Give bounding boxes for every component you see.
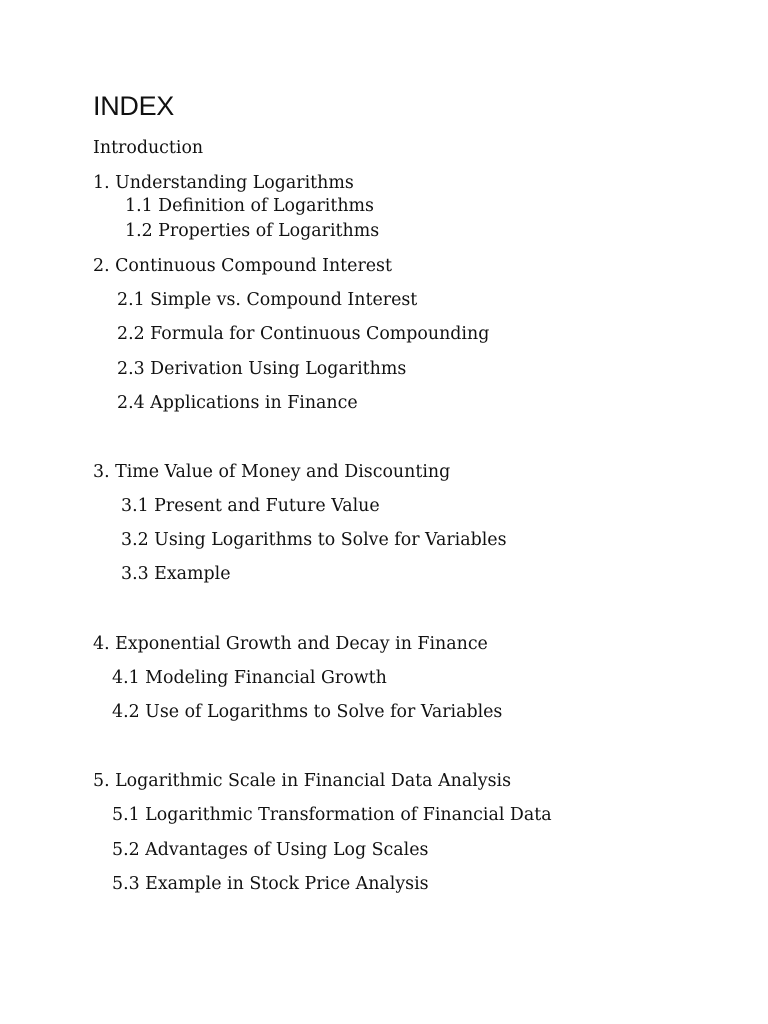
subsection-5-1: 5.1 Logarithmic Transformation of Financial Data xyxy=(112,805,552,825)
subsection-2-2: 2.2 Formula for Continuous Compounding xyxy=(117,324,490,344)
subsection-1-1: 1.1 Definition of Logarithms xyxy=(125,196,374,216)
subsection-3-1: 3.1 Present and Future Value xyxy=(121,496,380,516)
section-heading-1: 1. Understanding Logarithms xyxy=(93,173,354,193)
subsection-1-2: 1.2 Properties of Logarithms xyxy=(125,221,380,241)
section-heading-3: 3. Time Value of Money and Discounting xyxy=(93,462,451,482)
subsection-2-3: 2.3 Derivation Using Logarithms xyxy=(117,359,407,379)
section-heading-2: 2. Continuous Compound Interest xyxy=(93,256,392,276)
subsection-4-1: 4.1 Modeling Financial Growth xyxy=(112,668,387,688)
subsection-3-2: 3.2 Using Logarithms to Solve for Variables xyxy=(121,530,507,550)
subsection-5-3: 5.3 Example in Stock Price Analysis xyxy=(112,874,429,894)
subsection-3-3: 3.3 Example xyxy=(121,564,231,584)
subsection-4-2: 4.2 Use of Logarithms to Solve for Variables xyxy=(112,702,503,722)
subsection-5-2: 5.2 Advantages of Using Log Scales xyxy=(112,840,429,860)
index-title: INDEX xyxy=(93,91,175,121)
section-heading-5: 5. Logarithmic Scale in Financial Data Analysis xyxy=(93,771,511,791)
section-heading-4: 4. Exponential Growth and Decay in Finance xyxy=(93,634,488,654)
subsection-2-4: 2.4 Applications in Finance xyxy=(117,393,358,413)
subsection-2-1: 2.1 Simple vs. Compound Interest xyxy=(117,290,418,310)
index-entry-introduction: Introduction xyxy=(93,138,204,158)
